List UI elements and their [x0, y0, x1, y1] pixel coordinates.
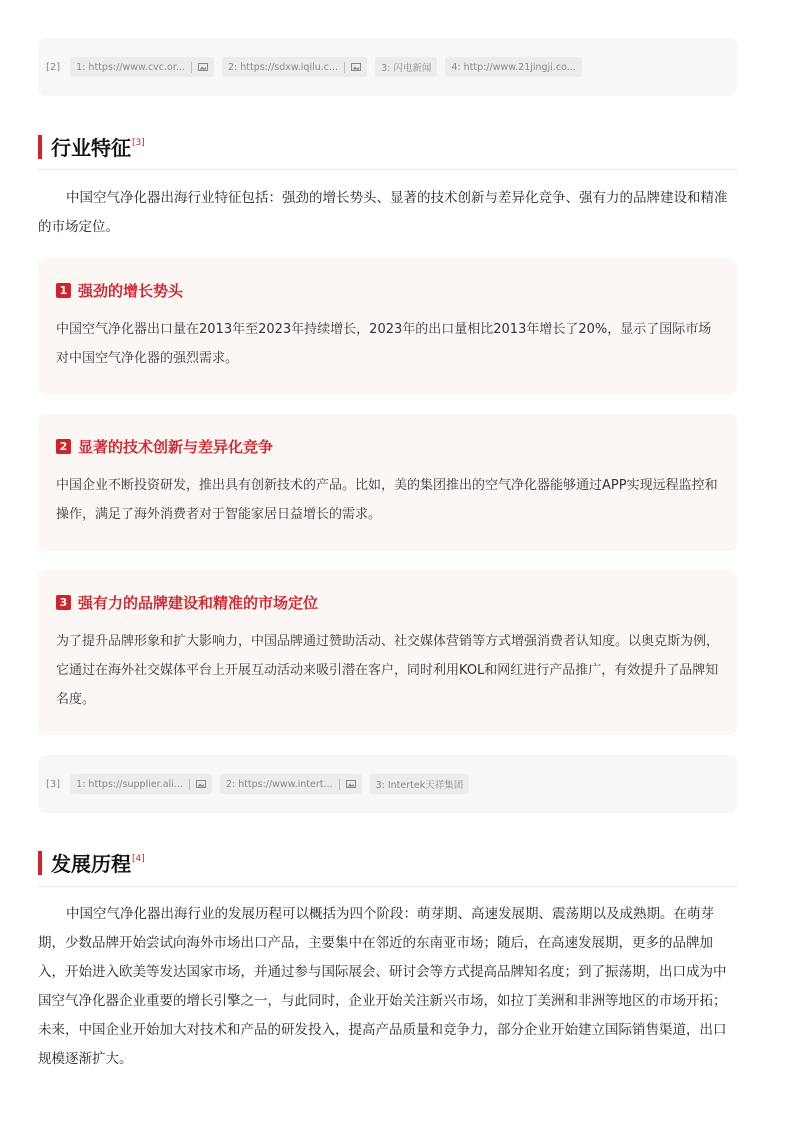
card-header: [56, 436, 719, 457]
citation-ref[interactable]: [3]: [132, 138, 145, 148]
card-header: [56, 280, 719, 301]
section-divider: [38, 169, 737, 170]
card-body: 中国空气净化器出口量在2013年至2023年持续增长，2023年的出口量相比2013年增长了20%，显示了国际市场对中国空气净化器的强烈需求。: [56, 322, 712, 366]
divider: [191, 62, 192, 73]
reference-link-2[interactable]: [220, 774, 362, 794]
card-title: 显著的技术创新与差异化竞争: [78, 438, 274, 456]
reference-link-label: 3: Intertek天祥集团: [375, 780, 464, 791]
title-accent-bar: [38, 135, 42, 159]
reference-link-1[interactable]: [70, 774, 212, 794]
image-link-icon[interactable]: [346, 780, 356, 788]
feature-card-3: [38, 570, 737, 735]
reference-link-label: 4: http://www.21jingji.co...: [451, 61, 576, 73]
reference-tag: [3]: [46, 778, 61, 790]
title-accent-bar: [38, 851, 42, 875]
card-body: 为了提升品牌形象和扩大影响力，中国品牌通过赞助活动、社交媒体营销等方式增强消费者认知度。以奥克斯为例，它通过在海外社交媒体平台上开展互动活动来吸引潜在客户，同时利用KOL和网红进行产品推广，有效提升了品牌知名度。: [56, 634, 720, 707]
image-link-icon[interactable]: [351, 63, 361, 71]
section-heading: [51, 132, 145, 161]
section-body: 中国空气净化器出海行业的发展历程可以概括为四个阶段：萌芽期、高速发展期、震荡期以及成熟期。在萌芽期，少数品牌开始尝试向海外市场出口产品，主要集中在邻近的东南亚市场；随后，在高速发展期，更多的品牌加入，开始进入欧美等发达国家市场，并通过参与国际展会、研讨会等方式提高品牌知名度；到了振荡期，出口成为中国空气净化器企业重要的增长引擎之一，与此同时，企业开始关注新兴市场，如拉丁美洲和非洲等地区的市场开拓；未来，中国企业开始加大对技术和产品的研发投入，提高产品质量和竞争力，部分企业开始建立国际销售渠道，出口规模逐渐扩大。: [38, 906, 727, 1067]
heading-text: 发展历程: [51, 852, 131, 876]
reference-link-label: 3: 闪电新闻: [381, 63, 432, 74]
card-body: 中国企业不断投资研发，推出具有创新技术的产品。比如，美的集团推出的空气净化器能够通过APP实现远程监控和操作，满足了海外消费者对于智能家居日益增长的需求。: [56, 478, 718, 522]
reference-link-label: 1: https://supplier.ali...: [76, 778, 183, 790]
reference-box-mid: [38, 755, 737, 813]
reference-link-2[interactable]: [222, 57, 367, 77]
citation-ref[interactable]: [4]: [132, 854, 145, 864]
reference-link-label: 2: https://sdxw.iqilu.c...: [227, 61, 339, 73]
reference-link-label: 1: https://www.cvc.or...: [76, 61, 185, 73]
reference-link-1[interactable]: [70, 57, 214, 77]
image-link-icon[interactable]: [198, 63, 208, 71]
number-badge: 1: [56, 283, 71, 298]
reference-link-3[interactable]: [375, 57, 437, 77]
reference-link-label: 2: https://www.intert...: [225, 778, 333, 790]
card-title: 强有力的品牌建设和精准的市场定位: [78, 594, 319, 612]
section-title-development-history: [38, 848, 145, 877]
number-badge: 3: [56, 595, 71, 610]
feature-card-1: [38, 258, 737, 395]
section-divider: [38, 886, 737, 887]
reference-link-4[interactable]: [445, 57, 581, 77]
reference-box-top: [38, 38, 737, 96]
number-badge: 2: [56, 439, 71, 454]
feature-card-2: [38, 414, 737, 551]
card-header: [56, 592, 719, 613]
divider: [344, 62, 345, 73]
divider: [339, 779, 340, 790]
reference-link-3[interactable]: [370, 774, 470, 794]
reference-tag: [2]: [46, 61, 61, 73]
section-intro: 中国空气净化器出海行业特征包括：强劲的增长势头、显著的技术创新与差异化竞争、强有力的品牌建设和精准的市场定位。: [38, 190, 728, 235]
image-link-icon[interactable]: [196, 780, 206, 788]
section-heading: [51, 848, 145, 877]
divider: [189, 779, 190, 790]
section-title-industry-features: [38, 132, 145, 161]
card-title: 强劲的增长势头: [78, 282, 184, 300]
heading-text: 行业特征: [51, 136, 131, 160]
